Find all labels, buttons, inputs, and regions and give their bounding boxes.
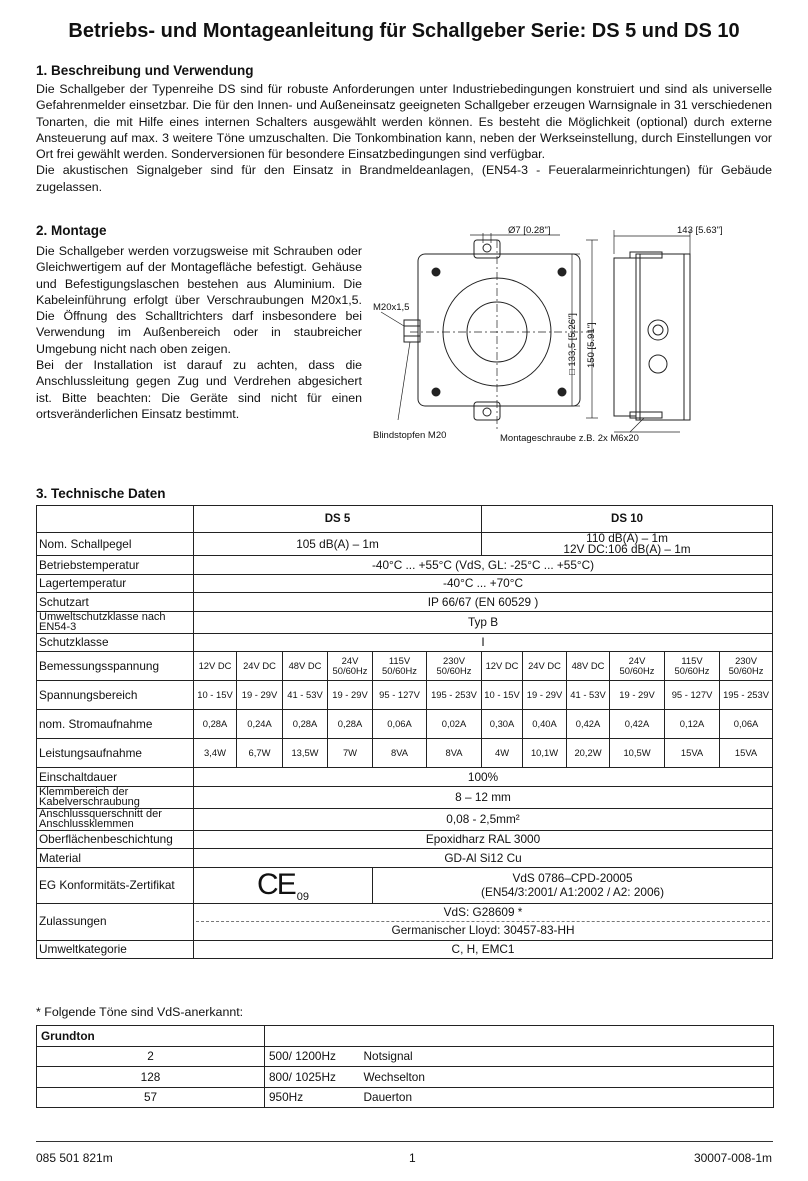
row-label: Spannungsbereich [37, 681, 194, 710]
cell: 6,7W [237, 739, 283, 768]
cell: 10,5W [610, 739, 665, 768]
row-label: Bemessungsspannung [37, 652, 194, 681]
tone-row [37, 1067, 774, 1088]
dim-depth-label: 143 [5.63"] [677, 225, 723, 236]
cell: 10,1W [523, 739, 567, 768]
cell: 19 - 29V [610, 681, 665, 710]
cell: 230V 50/60Hz [720, 652, 773, 681]
cell: 4W [482, 739, 523, 768]
cell: 15VA [665, 739, 720, 768]
cell: 0,30A [482, 710, 523, 739]
footer-divider [36, 1141, 773, 1142]
cell: 195 - 253V [720, 681, 773, 710]
row-lagertemperatur [37, 574, 773, 593]
row-value: Epoxidharz RAL 3000 [194, 830, 773, 849]
ce-mark-icon: CE [257, 867, 295, 901]
tone-name: Notsignal [360, 1046, 774, 1067]
tech-data-table [36, 505, 773, 959]
tone-row [37, 1087, 774, 1108]
section2-heading: 2. Montage [36, 223, 107, 238]
cell: 115V 50/60Hz [665, 652, 720, 681]
row-oberflaeche [37, 830, 773, 849]
ce-mark-cell [194, 867, 373, 903]
row-value: IP 66/67 (EN 60529 ) [194, 593, 773, 612]
col-ds5-header: DS 5 [194, 506, 482, 533]
cell: 24V DC [237, 652, 283, 681]
header-row [37, 506, 773, 533]
plug-label: Blindstopfen M20 [373, 430, 447, 441]
row-leistungsaufnahme [37, 739, 773, 768]
row-label: Zulassungen [37, 903, 194, 940]
cert-line1: VdS 0786–CPD-20005 [512, 871, 633, 885]
row-label: Schutzklasse [37, 633, 194, 652]
tone-name: Wechselton [360, 1067, 774, 1088]
row-value: GD-Al Si12 Cu [194, 849, 773, 868]
section1-paragraph2: Die akustischen Signalgeber sind für den Einsatz in Brandmeldeanlagen, (EN54-3 - Feueralarmeinrichtungen) für Gebäude zugelassen. [36, 163, 772, 194]
row-spannungsbereich [37, 681, 773, 710]
cell: 19 - 29V [237, 681, 283, 710]
cell: 19 - 29V [523, 681, 567, 710]
row-label: Umweltkategorie [37, 940, 194, 959]
row-stromaufnahme [37, 710, 773, 739]
zulassungen-line2: Germanischer Lloyd: 30457-83-HH [391, 923, 575, 937]
cell: 12V DC [194, 652, 237, 681]
cell: 8VA [427, 739, 482, 768]
row-anschlussquerschnitt [37, 808, 773, 830]
section2-paragraph1: Die Schallgeber werden vorzugsweise mit Schrauben oder Gleichwertigem auf der Montagefläche befestigt. Gehäuse und Befestigungslaschen bestehen aus Aluminium. Die Kabeleinführung erfolgt über Verschraubungen M20x1,5. Die Öffnung des Schalltrichters darf insbesondere bei Verwendung im Außenbereich oder in staubreicher Umgebung nicht nach oben zeigen. [36, 244, 362, 356]
section2-paragraph2: Bei der Installation ist darauf zu achten, dass die Anschlussleitung gegen Zug und Verdrehen abgesichert ist. Bitte beachten: Die Geräte sind nicht für einen ortsveränderlichen Einsatz bestimmt. [36, 358, 362, 421]
front-view [381, 233, 598, 430]
row-value: I [194, 633, 773, 652]
row-schallpegel [37, 533, 773, 556]
cell: 20,2W [567, 739, 610, 768]
row-value: C, H, EMC1 [194, 940, 773, 959]
cell: 0,28A [283, 710, 328, 739]
footer-page-number: 1 [409, 1151, 416, 1165]
row-label: Lagertemperatur [37, 574, 194, 593]
cell: 24V 50/60Hz [328, 652, 373, 681]
row-label: Anschlussquerschnitt der Anschlussklemmen [37, 808, 194, 830]
cert-line2: (EN54/3:2001/ A1:2002 / A2: 2006) [481, 885, 665, 899]
cell: 0,28A [328, 710, 373, 739]
row-label: nom. Stromaufnahme [37, 710, 194, 739]
row-label: Nom. Schallpegel [37, 533, 194, 556]
row-schutzart [37, 593, 773, 612]
dim-diameter-label: Ø7 [0.28"] [508, 225, 551, 236]
row-bemessungsspannung [37, 652, 773, 681]
cell: 0,42A [567, 710, 610, 739]
cell: 0,24A [237, 710, 283, 739]
row-konformitaet [37, 867, 773, 903]
row-label: Klemmbereich der Kabelverschraubung [37, 786, 194, 808]
row-label: Einschaltdauer [37, 768, 194, 787]
tones-header: Grundton [37, 1026, 265, 1047]
cell: 10 - 15V [194, 681, 237, 710]
cell: 13,5W [283, 739, 328, 768]
row-material [37, 849, 773, 868]
ce-year: 09 [296, 890, 309, 903]
row-klemmbereich [37, 786, 773, 808]
cell: 7W [328, 739, 373, 768]
dashed-divider [196, 921, 770, 922]
cell: 8VA [373, 739, 427, 768]
tones-header-row [37, 1026, 774, 1047]
tone-number: 2 [37, 1046, 265, 1067]
schallpegel-ds10-line2: 12V DC:106 dB(A) – 1m [563, 542, 691, 556]
schallpegel-ds5: 105 dB(A) – 1m [194, 533, 482, 556]
tone-number: 57 [37, 1087, 265, 1108]
cell: 95 - 127V [665, 681, 720, 710]
cell: 41 - 53V [283, 681, 328, 710]
tone-frequency: 800/ 1025Hz [265, 1067, 360, 1088]
zulassungen-cell [194, 903, 773, 940]
row-value: 8 – 12 mm [194, 786, 773, 808]
row-umweltschutzklasse [37, 611, 773, 633]
dim-height-label: 150 [5.91"] [586, 322, 597, 368]
cell: 3,4W [194, 739, 237, 768]
cell: 48V DC [567, 652, 610, 681]
gland-label: M20x1,5 [373, 302, 410, 313]
page-title: Betriebs- und Montageanleitung für Schallgeber Serie: DS 5 und DS 10 [68, 20, 740, 42]
tone-frequency: 950Hz [265, 1087, 360, 1108]
cell: 0,40A [523, 710, 567, 739]
cell: 24V 50/60Hz [610, 652, 665, 681]
row-label: Schutzart [37, 593, 194, 612]
section3-heading: 3. Technische Daten [36, 486, 166, 501]
row-value: -40°C ... +55°C (VdS, GL: -25°C ... +55°C) [194, 556, 773, 575]
cell: 115V 50/60Hz [373, 652, 427, 681]
cert-cell [373, 867, 773, 903]
row-umweltkategorie [37, 940, 773, 959]
footer-doc-number: 085 501 821m [36, 1151, 113, 1165]
row-label: EG Konformitäts-Zertifikat [37, 867, 194, 903]
cell: 10 - 15V [482, 681, 523, 710]
row-label: Leistungsaufnahme [37, 739, 194, 768]
schallpegel-ds10-line1: 110 dB(A) – 1m [586, 531, 668, 545]
cell: 195 - 253V [427, 681, 482, 710]
row-label: Oberflächenbeschichtung [37, 830, 194, 849]
cell: 15VA [720, 739, 773, 768]
zulassungen-line1: VdS: G28609 * [443, 905, 523, 919]
screw-label: Montageschraube z.B. 2x M6x20 [500, 433, 639, 444]
section1-heading: 1. Beschreibung und Verwendung [36, 63, 254, 78]
cell: 230V 50/60Hz [427, 652, 482, 681]
cell: 48V DC [283, 652, 328, 681]
row-value: 100% [194, 768, 773, 787]
tone-frequency: 500/ 1200Hz [265, 1046, 360, 1067]
cell: 41 - 53V [567, 681, 610, 710]
col-ds10-header: DS 10 [482, 506, 773, 533]
cell: 0,06A [720, 710, 773, 739]
cell: 95 - 127V [373, 681, 427, 710]
dim-square-label: □ 133,5 [5.26"] [567, 313, 578, 375]
tones-table [36, 1025, 774, 1108]
row-value: 0,08 - 2,5mm² [194, 808, 773, 830]
tones-header-empty [265, 1026, 774, 1047]
tones-intro: * Folgende Töne sind VdS-anerkannt: [36, 1005, 244, 1019]
tone-row [37, 1046, 774, 1067]
row-einschaltdauer [37, 768, 773, 787]
cell: 24V DC [523, 652, 567, 681]
cell: 0,42A [610, 710, 665, 739]
row-value: Typ B [194, 611, 773, 633]
row-betriebstemperatur [37, 556, 773, 575]
row-label: Betriebstemperatur [37, 556, 194, 575]
cell: 0,12A [665, 710, 720, 739]
section1-paragraph1: Die Schallgeber der Typenreihe DS sind für robuste Anforderungen unter Industriebedingungen konstruiert und sind als universelle Gefahrenmelder einsetzbar. Die für den Innen- und Außeneinsatz geeigneten Schallgeber erzeugen Warnsignale in 31 verschiedenen Tonarten, die mit Hilfe eines internen Schalters ausgewählt werden können. Es besteht die Möglichkeit (optional) durch externe Ansteuerung auf max. 3 weitere Töne umzuschalten. Die Tonkombination kann, neben der Werkseinstellung, durch Einstellungen vor Ort frei gewählt werden. Sonderversionen für besondere Einsatzbedingungen sind verfügbar. [36, 82, 772, 162]
side-view [614, 230, 690, 432]
row-label: Material [37, 849, 194, 868]
cell: 0,28A [194, 710, 237, 739]
schallpegel-ds10 [482, 533, 773, 556]
row-value: -40°C ... +70°C [194, 574, 773, 593]
row-schutzklasse [37, 633, 773, 652]
footer-part-number: 30007-008-1m [693, 1151, 772, 1165]
tone-name: Dauerton [360, 1087, 774, 1108]
cell: 19 - 29V [328, 681, 373, 710]
row-label: Umweltschutzklasse nach EN54-3 [37, 611, 194, 633]
cell: 12V DC [482, 652, 523, 681]
tone-number: 128 [37, 1067, 265, 1088]
header-empty-cell [37, 506, 194, 533]
cell: 0,06A [373, 710, 427, 739]
row-zulassungen [37, 903, 773, 940]
cell: 0,02A [427, 710, 482, 739]
